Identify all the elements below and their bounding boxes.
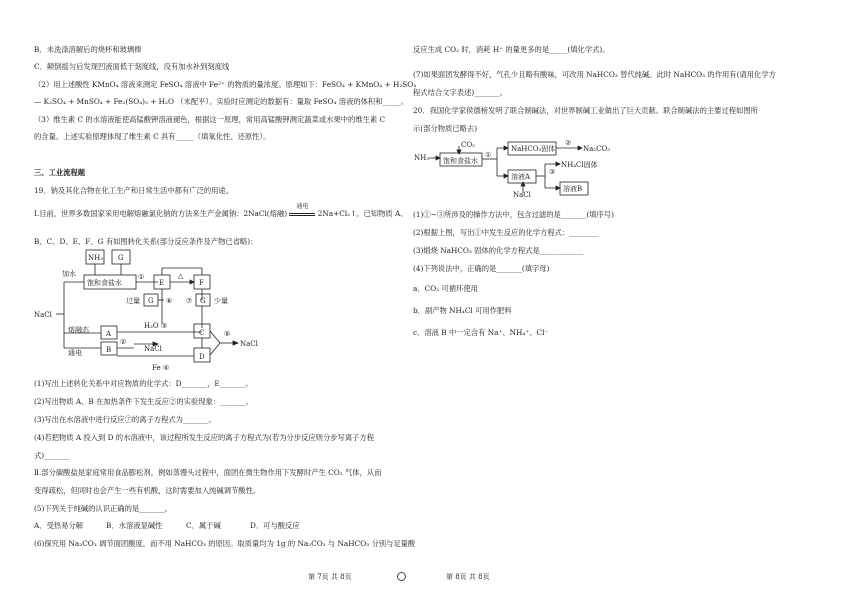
nacl-right-label: NaCl — [240, 340, 258, 348]
nacl-left-label: NaCl — [34, 311, 52, 319]
q20-opt-c: c．溶液 B 中一定含有 Na⁺、NH₄⁺、Cl⁻ — [413, 328, 549, 337]
q3-line1: （3）维生素 C 的水溶液能使高锰酸钾溶液褪色，根据这一原理，常用高锰酸钾测定蔬菜或水果中的维生素 C — [34, 115, 386, 124]
nahco3-label: NaHCO₃固体 — [511, 145, 556, 153]
c1-label: ① — [138, 273, 145, 281]
option-b-line: B．未洗涤溶解后的烧杯和玻璃棒 — [34, 45, 142, 54]
q2-line2: — K₂SO₄ + MnSO₄ + Fe₂(SO₄)₃ + H₂O （未配平）。实验时应测定的数据有：量取 FeSO₄ 溶液的体积和_____。 — [34, 97, 409, 106]
sol-a-label: 溶液A — [511, 173, 531, 181]
q7-line2: 程式结合文字表述)_______。 — [413, 88, 508, 97]
q3-line2: 的含量。上述实验原理体现了维生素 C 具有_____（填氧化性、还原性）。 — [34, 132, 271, 141]
nacl-mid-label: NaCl — [144, 345, 162, 353]
brine-label: 饱和食盐水 — [87, 279, 122, 287]
d-label: D — [199, 353, 205, 361]
c1-r-label: ① — [485, 151, 492, 159]
c6-label: ⑥ — [166, 297, 173, 305]
a-label: A — [106, 330, 112, 338]
q19-intro: 19．钠及其化合物在化工生产和日常生活中都有广泛的用途。 — [34, 186, 234, 195]
q20-opt-b: b．副产物 NH₄Cl 可用作肥料 — [413, 306, 512, 315]
footer-left: 第 7页 共 8页 — [308, 573, 352, 581]
rongrong-label: 熔融态 — [68, 326, 89, 334]
g-top-label: G — [118, 254, 124, 262]
option-d: D．可与酸反应 — [250, 521, 300, 530]
c7-label: ⑦ — [186, 297, 193, 305]
nh4cl-label: NH₄Cl固体 — [561, 161, 598, 169]
nh3-label: NH₃ — [88, 254, 104, 262]
c2-label: ② — [120, 338, 127, 346]
na2co3-label: Na₂CO₃ — [583, 145, 611, 153]
flow-diagram-right — [413, 138, 643, 198]
q2-line1: （2）用上述酸性 KMnO₄ 溶液来测定 FeSO₄ 溶液中 Fe²⁺ 的物质的量浓度。原理如下：FeSO₄ + KMnO₄ + H₂SO₄ — [34, 80, 417, 89]
option-c-line: C．颠倒摇匀后发现凹液面低于刻度线，没有加水补到刻度线 — [34, 62, 230, 71]
nacl-r-label: NaCl — [513, 191, 531, 198]
c5-label: ⑤ — [224, 330, 231, 338]
q20-sub4: (4)下列说法中，正确的是_______(填字母) — [413, 264, 550, 273]
q20-sub3: (3)煅烧 NaHCO₃ 固体的化学方程式是____________ — [413, 246, 584, 255]
c3-r-label: ③ — [549, 168, 556, 176]
nh3-r-label: NH₃ — [414, 154, 430, 162]
q19-sub3: (3)写出在水溶液中进行反应⑦的离子方程式为_______。 — [34, 415, 216, 424]
q19-part1-line2: B、C、D、E、F、G 有如图转化关系(部分反应条件及产物已省略)： — [34, 237, 258, 246]
q19-part1-a: Ⅰ.目前，世界多数国家采用电解熔融氯化钠的方法来生产金属钠：2NaCl(熔融) — [34, 209, 288, 218]
brine-r-label: 饱和食盐水 — [443, 157, 478, 165]
footer-right: 第 8页 共 8页 — [446, 573, 490, 581]
shaoliang-label: 少量 — [214, 297, 228, 305]
option-b: B．水溶液显碱性 — [106, 521, 163, 530]
fe-label: Fe ④ — [152, 364, 170, 372]
delta-label: △ — [178, 272, 184, 280]
q19-part1-b: 2Na+Cl₂↑。已知物质 A、 — [317, 209, 408, 218]
section-title: 三、工业流程题 — [34, 168, 86, 177]
q19-part2-line2: 变得疏松，但同时也会产生一些有机酸，这时需要加入纯碱调节酸性。 — [34, 486, 261, 495]
f-label: F — [199, 279, 204, 287]
b-label: B — [106, 346, 112, 354]
g-right-label: G — [200, 297, 206, 305]
q19-sub5: (5)下列关于纯碱的认识正确的是_______。 — [34, 504, 173, 513]
q20-line2: 示(部分物质已略去) — [413, 124, 478, 133]
c2-r-label: ② — [565, 139, 572, 147]
jia-shui-label: 加水 — [62, 270, 76, 278]
q20-sub2: (2)根据上图，写出①中发生反应的化学方程式：________ — [413, 228, 599, 237]
q20-sub1: (1)①~③所涉及的操作方法中，包含过滤的是_______(填序号) — [413, 210, 614, 219]
h2o-label: H₂O ③ — [144, 322, 168, 330]
c-label: C — [199, 329, 205, 337]
q19-sub4-line2: 式)_______ — [34, 451, 70, 460]
e-label: E — [159, 279, 165, 287]
option-a: A．受热易分解 — [34, 521, 84, 530]
electrolysis-arrow — [289, 203, 315, 216]
binding-circle-icon — [397, 572, 406, 581]
flow-diagram-left — [34, 248, 274, 373]
q19-sub1: (1)写出上述转化关系中对应物质的化学式：D_______，E_______。 — [34, 379, 253, 388]
tongdian-label: 通电 — [68, 349, 82, 357]
guoliang-label: 过量 — [126, 297, 140, 305]
g-mid-label: G — [148, 297, 154, 305]
q19-sub4-line1: (4)若把物质 A 投入到 D 的水溶液中，该过程所发生反应的离子方程式为(若为分步反应则分步写离子方程 — [34, 433, 375, 442]
q19-part2-line1: Ⅱ.部分碳酸盐是家庭常用食品膨松剂，例如蒸馒头过程中，面团在微生物作用下发酵时产生 CO₂ 气体，从而 — [34, 468, 382, 477]
q20-line1: 20．我国化学家侯德榜发明了联合制碱法，对世界制碱工业做出了巨大贡献。联合制碱法的主要过程如图所 — [413, 106, 758, 115]
arrow-top-label: 通电 — [296, 203, 309, 210]
option-c: C．属于碱 — [186, 521, 221, 530]
q7-line1: (7)如果面团发酵得不好，气孔少且略有酸味，可改用 NaHCO₃ 替代纯碱。此时 NaHCO₃ 的作用有(请用化学方 — [413, 70, 776, 79]
q20-opt-a: a．CO₂ 可循环使用 — [413, 284, 478, 293]
sol-b-label: 溶液B — [563, 185, 583, 193]
q19-sub2: (2)写出物质 A、B 在加热条件下发生反应②的实验现象：_______。 — [34, 397, 253, 406]
q19-sub6: (6)探究用 Na₂CO₃ 调节面团酸度，而不用 NaHCO₃ 的原因。取质量均为 1g 的 Na₂CO₃ 与 NaHCO₃ 分别与足量酸 — [34, 539, 416, 548]
co2-label: CO₂ — [461, 141, 475, 149]
q19-part1-line1 — [34, 203, 408, 218]
right-line0: 反应生成 CO₂ 时，消耗 H⁺ 的量更多的是_____(填化学式)。 — [413, 45, 610, 54]
